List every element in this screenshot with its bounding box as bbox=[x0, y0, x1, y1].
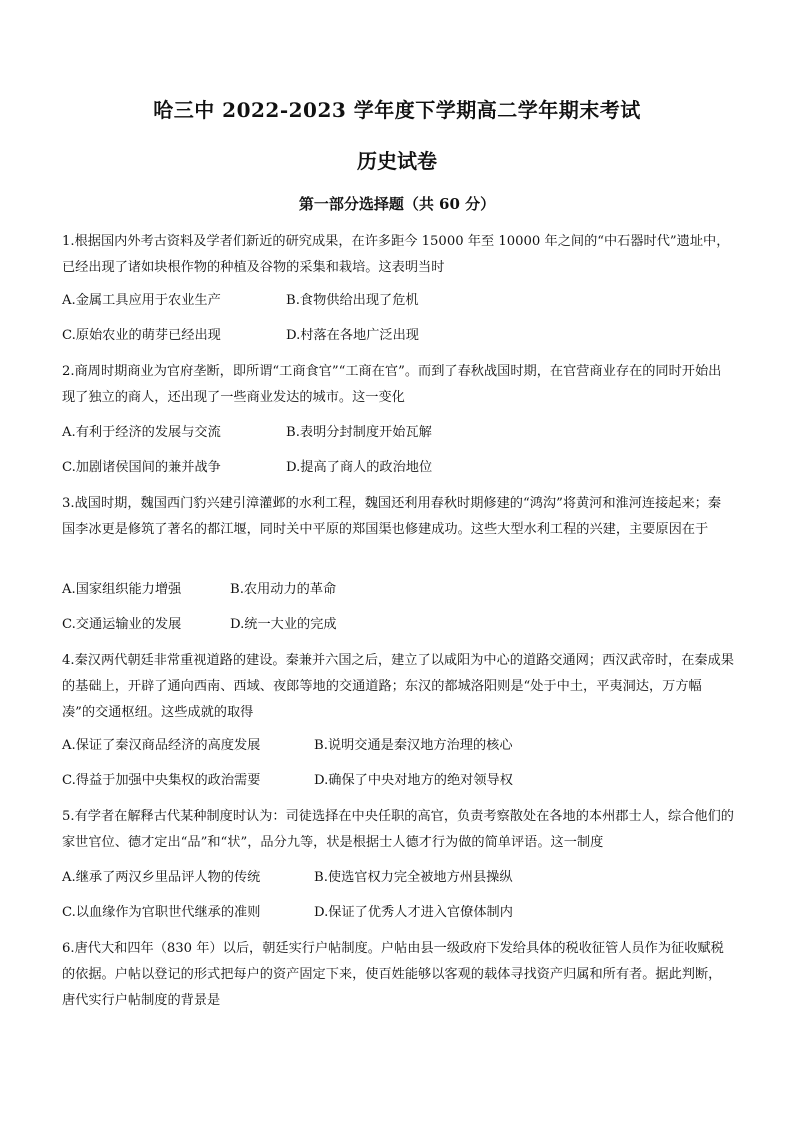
question-5-option-a: A.继承了两汉乡里品评人物的传统 bbox=[62, 870, 261, 885]
question-1-option-d: D.村落在各地广泛出现 bbox=[286, 328, 419, 343]
question-3-option-b: B.农用动力的革命 bbox=[230, 582, 337, 597]
question-5-option-c: C.以血缘作为官职世代继承的准则 bbox=[62, 905, 261, 920]
question-5-option-d: D.保证了优秀人才进入官僚体制内 bbox=[314, 905, 513, 920]
question-4-option-c: C.得益于加强中央集权的政治需要 bbox=[62, 773, 261, 788]
question-4-option-d: D.确保了中央对地方的绝对领导权 bbox=[314, 773, 513, 788]
question-5-option-b: B.使选官权力完全被地方州县操纵 bbox=[314, 870, 513, 885]
question-3-option-a: A.国家组织能力增强 bbox=[62, 582, 182, 597]
question-1-option-b: B.食物供给出现了危机 bbox=[286, 293, 419, 308]
question-2-option-c: C.加剧诸侯国间的兼并战争 bbox=[62, 460, 221, 475]
question-4-option-b: B.说明交通是秦汉地方治理的核心 bbox=[314, 738, 513, 753]
question-stem-1: 1.根据国内外考古资料及学者们新近的研究成果，在许多距今 15000 年至 10000 年之间的“中石器时代”遗址中，已经出现了诸如块根作物的种植及谷物的采集和栽培。这表明当时 bbox=[62, 234, 730, 275]
question-stem-6: 6.唐代大和四年（830 年）以后，朝廷实行户帖制度。户帖由县一级政府下发给具体的税收征管人员作为征收赋税的依据。户帖以登记的形式把每户的资产固定下来，使百姓能够以客观的载体寻找资产归属和所有者。据此判断，唐代实行户帖制度的背景是 bbox=[62, 941, 724, 1008]
exam-title: 哈三中 2022-2023 学年度下学期高二学年期末考试 bbox=[153, 98, 641, 122]
question-1-option-c: C.原始农业的萌芽已经出现 bbox=[62, 328, 221, 343]
question-1-option-a: A.金属工具应用于农业生产 bbox=[62, 293, 221, 308]
question-2-option-d: D.提高了商人的政治地位 bbox=[286, 460, 433, 475]
question-stem-4: 4.秦汉两代朝廷非常重视道路的建设。秦兼并六国之后，建立了以咸阳为中心的道路交通网；西汉武帝时，在秦成果的基础上，开辟了通向西南、西域、夜郎等地的交通道路；东汉的都城洛阳则是“处于中土，平夷洞达，万方幅凑”的交通枢纽。这些成就的取得 bbox=[62, 653, 734, 720]
question-2-option-b: B.表明分封制度开始瓦解 bbox=[286, 425, 432, 440]
subject-title: 历史试卷 bbox=[357, 149, 437, 173]
question-stem-5: 5.有学者在解释古代某种制度时认为：司徒选择在中央任职的高官，负责考察散处在各地的本州郡士人，综合他们的家世官位、德才定出“品”和“状”，品分九等，状是根据士人德才行为做的简单评语。这一制度 bbox=[62, 809, 734, 850]
section-heading: 第一部分选择题（共 60 分） bbox=[298, 195, 496, 213]
question-stem-3: 3.战国时期，魏国西门豹兴建引漳灌邺的水利工程，魏国还利用春秋时期修建的“鸿沟”将黄河和淮河连接起来；秦国李冰更是修筑了著名的都江堰，同时关中平原的郑国渠也修建成功。这些大型水利工程的兴建，主要原因在于 bbox=[62, 496, 722, 537]
question-3-option-d: D.统一大业的完成 bbox=[230, 617, 337, 632]
question-stem-2: 2.商周时期商业为官府垄断，即所谓“工商食官”“工商在官”。而到了春秋战国时期，在官营商业存在的同时开始出现了独立的商人，还出现了一些商业发达的城市。这一变化 bbox=[62, 364, 722, 405]
question-2-option-a: A.有利于经济的发展与交流 bbox=[62, 425, 221, 440]
question-4-option-a: A.保证了秦汉商品经济的高度发展 bbox=[62, 738, 261, 753]
question-3-option-c: C.交通运输业的发展 bbox=[62, 617, 182, 632]
